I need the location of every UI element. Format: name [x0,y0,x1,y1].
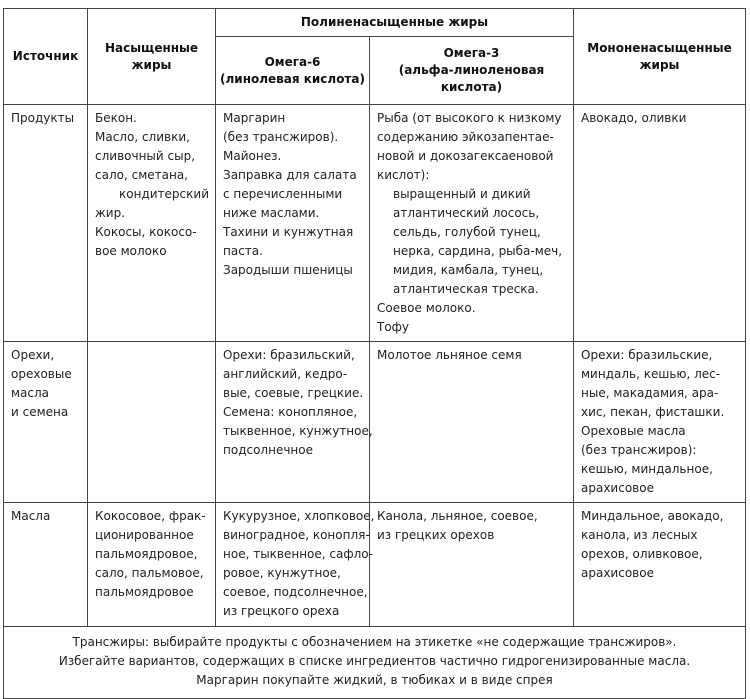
cell-omega3: Канола, льняное, соевое, из грецких орехов [370,503,574,627]
header-omega3: Омега-3 (альфа-линоленовая кислота) [370,37,574,105]
cell-omega6: Маргарин (без трансжиров). Майонез. Заправка для салата с перечисленными ниже маслами. Тахини и кунжутная паста. Зародыши пшеницы [216,105,370,342]
table-row-oils [4,503,746,627]
cell-omega3: Молотое льняное семя [370,342,574,503]
table-row-products [4,105,746,342]
cell-monounsaturated: Авокадо, оливки [574,105,746,342]
cell-omega6: Орехи: бразильский, английский, кедро- вые, соевые, грецкие. Семена: конопляное, тыквенное, кунжутное, подсолнечное [216,342,370,503]
header-polyunsaturated: Полиненасыщенные жиры [216,9,574,37]
cell-saturated [88,342,216,503]
cell-saturated: Бекон. Масло, сливки, сливочный сыр, сало, сметана, кондитерский жир. Кокосы, кокосо- вое молоко [88,105,216,342]
cell-monounsaturated: Миндальное, авокадо, канола, из лесных орехов, оливковое, арахисовое [574,503,746,627]
header-saturated: Насыщенные жиры [88,9,216,105]
cell-omega6: Кукурузное, хлопковое, виноградное, конопля- ное, тыквенное, сафло- ровое, кунжутное, соевое, подсолнечное, из грецкого ореха [216,503,370,627]
cell-source: Масла [4,503,88,627]
table-row-note [4,627,746,699]
cell-monounsaturated: Орехи: бразильские, миндаль, кешью, лес- ные, макадамия, ара- хис, пекан, фисташки. Ореховые масла (без трансжиров): кешью, миндальное, арахисовое [574,342,746,503]
cell-source: Продукты [4,105,88,342]
table-header [4,9,746,105]
header-omega6: Омега-6 (линолевая кислота) [216,37,370,105]
cell-saturated: Кокосовое, фрак- ционированное пальмоядровое, сало, пальмовое, пальмоядровое [88,503,216,627]
cell-source: Орехи, ореховые масла и семена [4,342,88,503]
header-source: Источник [4,9,88,105]
cell-omega3: Рыба (от высокого к низкому содержанию эйкозапентае- новой и докозагексаеновой кислот): выращенный и дикий атлантический лосось, сельдь, голубой тунец, нерка, сардина, рыба-меч, мидия, камбала, тунец, атлантическая треска. Соевое молоко. Тофу [370,105,574,342]
fats-table [3,8,746,699]
header-monounsaturated: Мононенасыщенные жиры [574,9,746,105]
trans-fat-note: Трансжиры: выбирайте продукты с обозначением на этикетке «не содержащие трансжиров». Избегайте вариантов, содержащих в списке ингредиентов частично гидрогенизированные масла. Маргарин покупайте жидкий, в тюбиках и в виде спрея [4,627,746,699]
table-row-nuts [4,342,746,503]
